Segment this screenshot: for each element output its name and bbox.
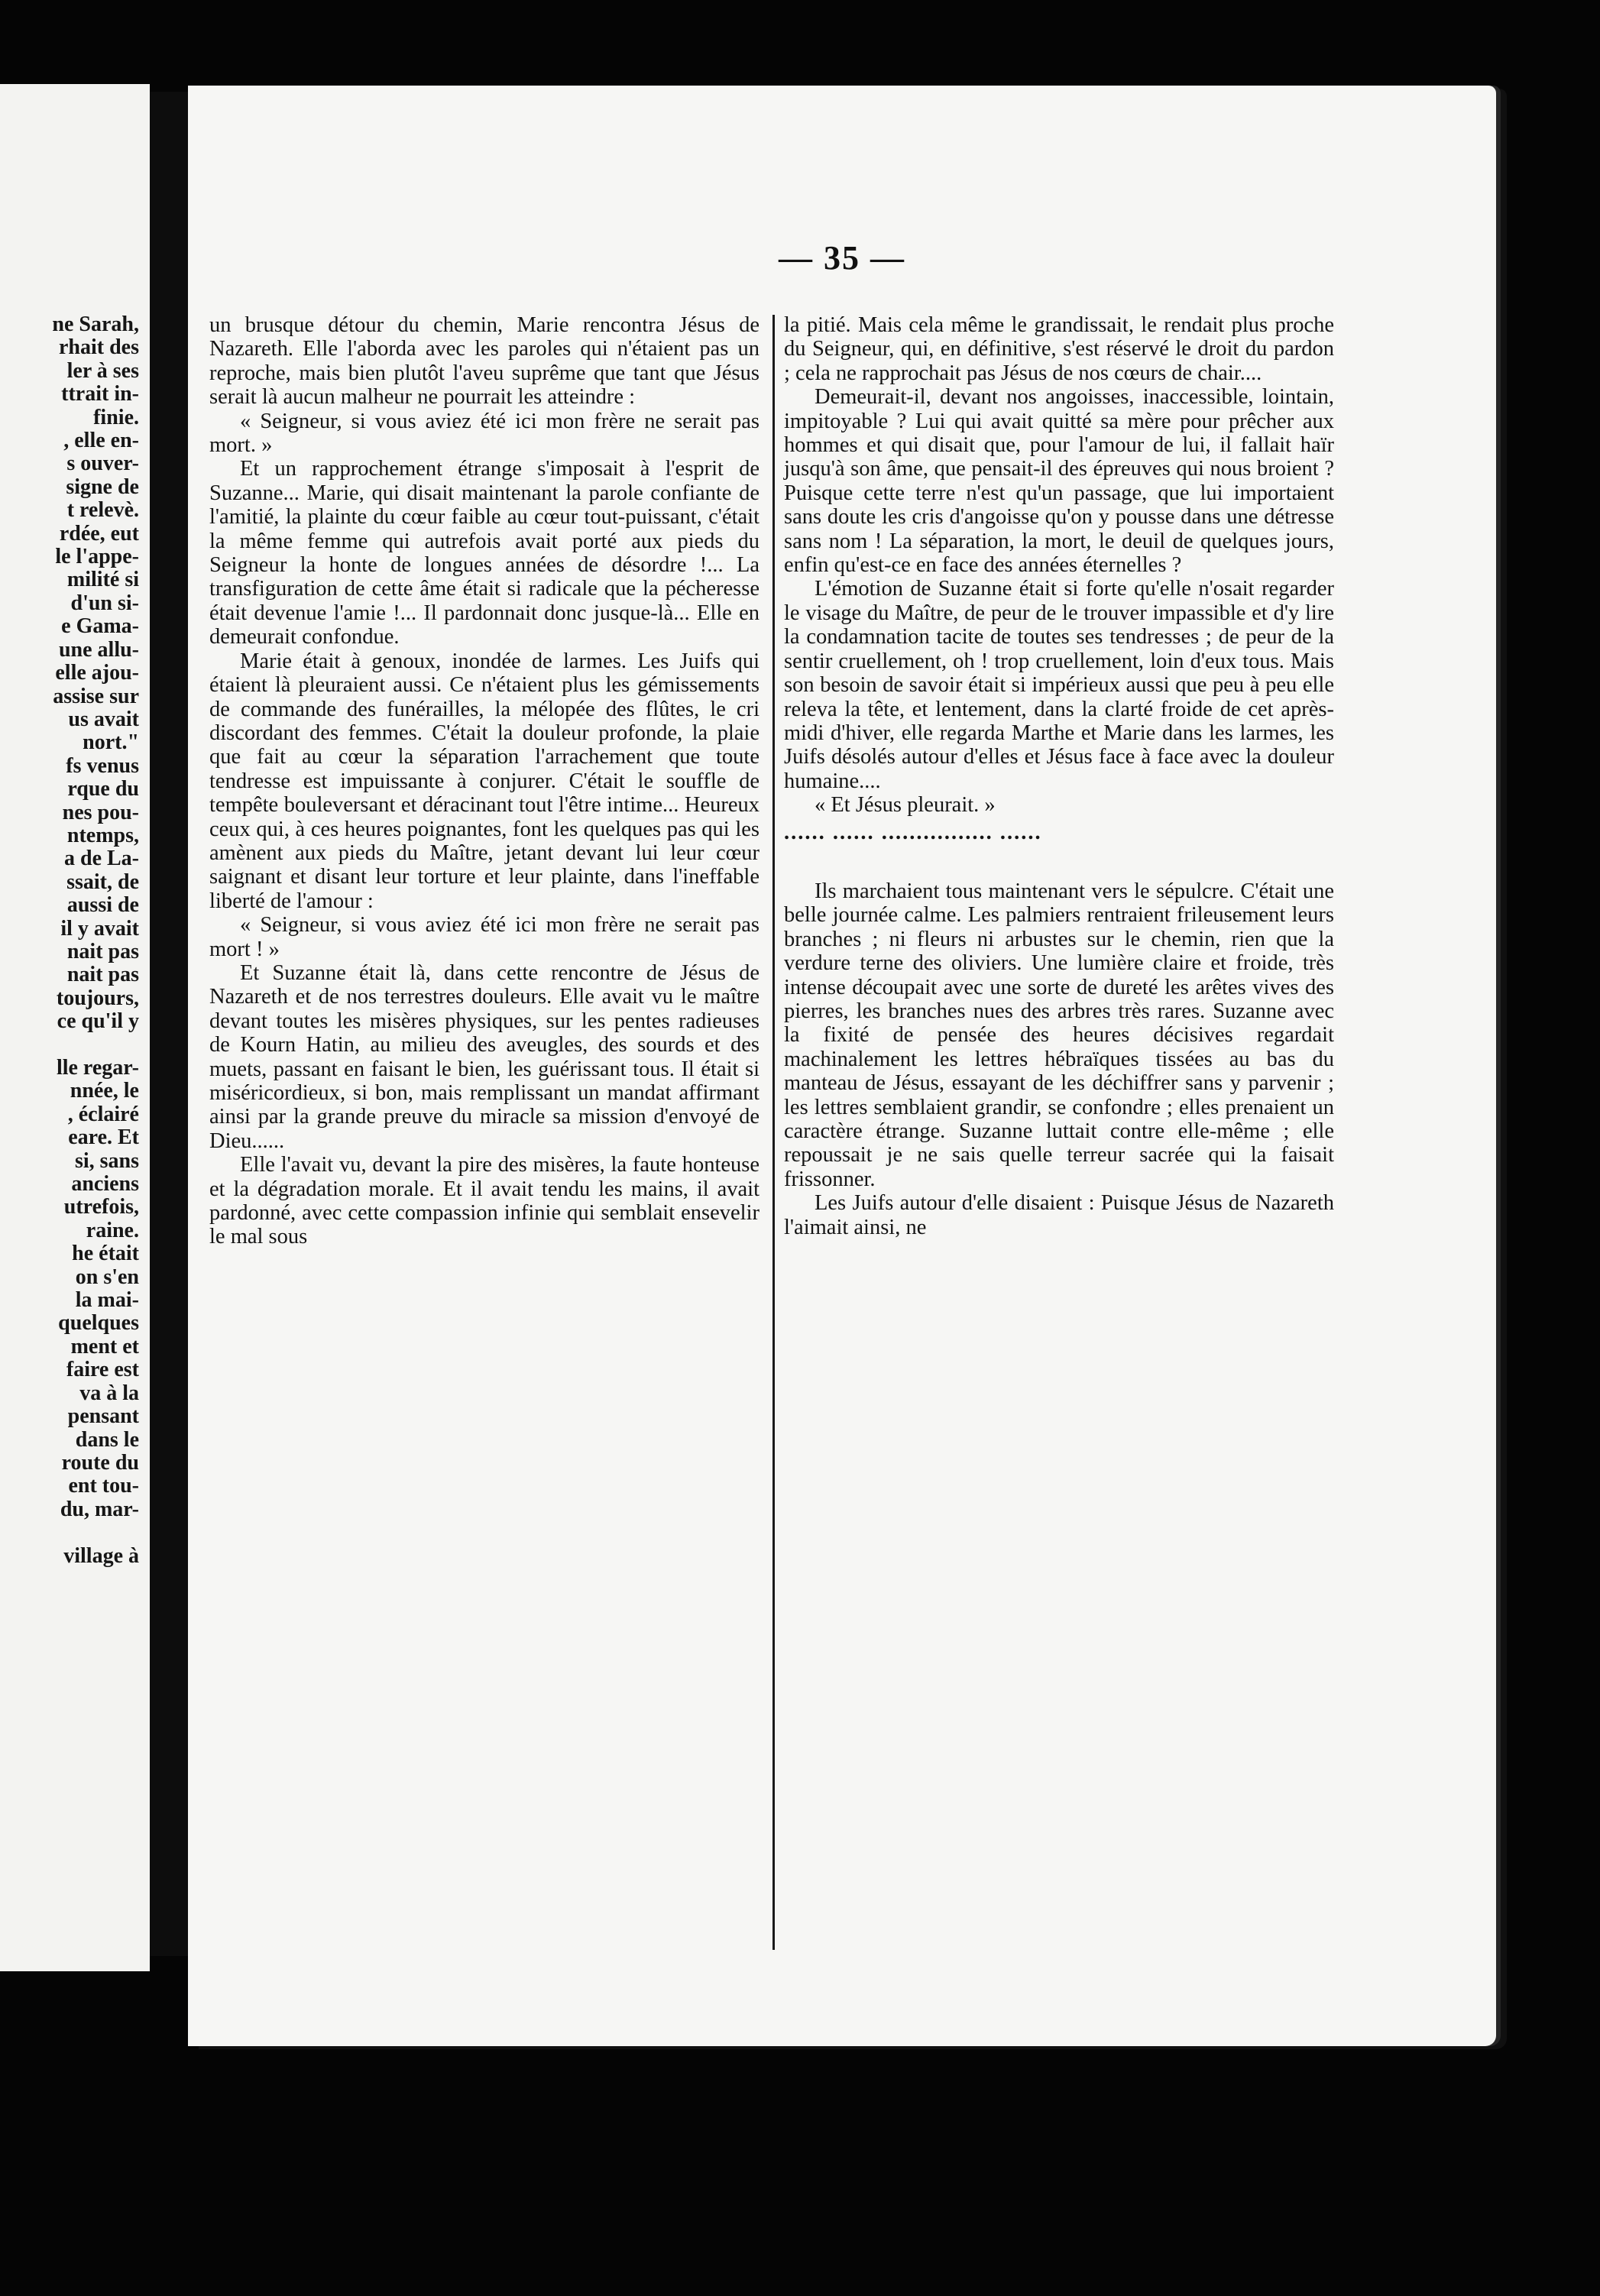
facing-page-line: he était [72,1242,139,1266]
paragraph: « Seigneur, si vous aviez été ici mon frère ne serait pas mort. » [209,409,760,458]
facing-page-line: du, mar- [60,1497,139,1521]
facing-page-line: pensant [67,1404,139,1429]
facing-page-line: fs venus [66,753,139,778]
facing-page-line: d'un si- [70,591,139,615]
facing-page-line: si, sans [74,1148,139,1173]
facing-page-line: une allu- [58,637,139,662]
paragraph: la pitié. Mais cela même le grandissait, le rendait plus proche du Seigneur, qui, en définitive, s'est réservé le droit du pardon ; cela ne rapprochait pas Jésus de nos cœurs de chair.... [784,313,1334,385]
facing-page-line: ce qu'il y [57,1009,139,1034]
paragraph: L'émotion de Suzanne était si forte qu'elle n'osait regarder le visage du Maître, de peur de le trouver impassible et d'y lire la condamnation tacite de toutes ses tendresses ; de peur de la sentir cruellement, oh ! trop cruellement, loin d'eux tous. Mais son besoin de savoir était si impérieux aussi que peu à peu elle releva la tête, et lentement, dans la clarté froide de cet après-midi d'hiver, elle regarda Marthe et Marie dans les larmes, les Juifs désolés autour d'elles et Jésus face à face avec la douleur humaine.... [784,577,1334,793]
paragraph: Marie était à genoux, inondée de larmes. Les Juifs qui étaient là pleuraient aussi. Ce n'étaient plus les gémissements de commande des funérailles, la mélopée des flûtes, le cri discordant des femmes. C'était la douleur profonde, la plaie que fait au cœur la séparation l'arrachement que toute tendresse est impuissante à conjurer. C'était le souffle de tempête bouleversant et déracinant tout l'être intime... Heureux ceux qui, à ces heures poignantes, font les quelques pas qui les amènent aux pieds du Maître, jetant devant lui leur cœur saignant et disant leur torture et leur plainte, dans l'ineffable liberté de l'amour : [209,649,760,913]
facing-page-line: rhait des [59,335,139,360]
facing-page-line: , éclairé [67,1102,139,1126]
page-edge [1496,98,1504,2039]
facing-page-line: nes pou- [62,800,139,824]
paragraph: un brusque détour du chemin, Marie rencontra Jésus de Nazareth. Elle l'aborda avec les paroles qui n'étaient pas un reproche, mais bien plutôt l'aveu suprême que tant que Jésus serait là aucun malheur ne pourrait les atteindre : [209,313,760,410]
facing-page-line: nait pas [66,963,139,987]
facing-page-line: ttrait in- [61,382,139,406]
facing-page-line [0,1521,139,1544]
facing-page-line: faire est [66,1358,139,1382]
text-column-right [784,313,1334,1239]
facing-page-line: ler à ses [66,358,139,383]
facing-page-line: milité si [66,568,139,592]
book-gutter [150,92,188,1956]
facing-page-line: assise sur [53,684,139,708]
facing-page-line: ent tou- [68,1474,139,1498]
facing-page-line: finie. [93,405,139,429]
facing-page-line: lle regar- [56,1056,139,1080]
facing-page-line: anciens [71,1172,139,1197]
facing-page-line: raine. [86,1218,139,1242]
paragraph: Et un rapprochement étrange s'imposait à l'esprit de Suzanne... Marie, qui disait maintenant la parole confiante de l'amitié, la plainte du cœur faible au cœur tout-puissant, c'était la même femme qui autrefois avait porté aux pieds du Seigneur la honte de longues années de désordre !... La transfiguration de cette âme était si radicale que la pécheresse était devenue l'amie !... Il pardonnait donc jusque-là... Elle en demeurait confondue. [209,457,760,649]
facing-page-line: ment et [70,1334,139,1358]
facing-page-text [0,313,139,1568]
facing-page-line: utrefois, [63,1195,139,1219]
facing-page-line: rque du [67,777,139,801]
facing-page-line: va à la [79,1381,139,1405]
book-page [188,86,1496,2046]
facing-page-line: ssait, de [66,870,139,894]
paragraph: Demeurait-il, devant nos angoisses, inaccessible, lointain, impitoyable ? Lui qui avait quitté sa mère pour prêcher aux hommes et qui disait que, pour l'amour de lui, il fallait haïr jusqu'à son âme, que pensait-il des épreuves qui nous broient ? Puisque cette terre n'est qu'un passage, que lui importaient sans doute les cris d'angoisse qu'on y pousse dans une détresse sans nom ! La séparation, la mort, le deuil de quelques jours, enfin qu'est-ce en face des années éternelles ? [784,385,1334,578]
paragraph: Et Suzanne était là, dans cette rencontre de Jésus de Nazareth et de nos terrestres douleurs. Elle avait vu le maître devant toutes les misères physiques, sur les pentes radieuses de Kourn Hatin, au milieu des aveugles, des sourds et des muets, passant en faisant le bien, les guérissant tous. Il était si miséricordieux, si bon, mais remplissant un mandat affirmant ainsi par la grande preuve du miracle sa mission d'envoyé de Dieu...... [209,960,760,1153]
facing-page-line: ne Sarah, [52,313,139,336]
facing-page-line: village à [63,1543,139,1568]
facing-page-line: us avait [68,707,139,731]
facing-page-line: route du [61,1450,139,1475]
column-rule [772,315,775,1950]
paragraph: Elle l'avait vu, devant la pire des misères, la faute honteuse et la dégradation morale. Et il avait tendu les mains, il avait pardonné, avec cette compassion infinie qui semblait ensevelir le mal sous [209,1153,760,1249]
paragraph: « Et Jésus pleurait. » [815,793,996,818]
facing-page-line: toujours, [56,986,139,1010]
page-number: — 35 — [779,239,905,277]
facing-page-line: dans le [75,1427,139,1452]
facing-page-line: ntemps, [66,823,139,847]
facing-page-line: rdée, eut [59,521,139,546]
facing-page-line: nnée, le [70,1079,139,1103]
facing-page-line: t relevè. [66,498,139,523]
facing-page-line: la mai- [75,1288,139,1313]
facing-page-line: s ouver- [66,452,139,476]
paragraph: Ils marchaient tous maintenant vers le sépulcre. C'était une belle journée calme. Les palmiers rentraient frileusement leurs branches ; ni fleurs ni arbustes sur le chemin, rien que la verdure terne des oliviers. Une lumière claire et froide, très intense découpait avec une sorte de dureté les arêtes vives des pierres, les branches nues des arbres très rares. Suzanne avec la fixité de pensée des heures décisives regardait machinalement les lettres hébraïques tissées au bas du manteau de Jésus, essayant de les déchiffrer sans y parvenir ; les lettres semblaient grandir, se confondre ; elles prenaient un caractère étrange. Suzanne luttait contre elle-même ; elle repoussait je ne sais quelle terreur sacrée qui la faisait frissonner. [784,879,1334,1191]
facing-page-line: on s'en [75,1265,139,1289]
section-separator: ...... ...... ................ ...... [784,820,1042,844]
facing-page-line: le l'appe- [55,545,139,569]
paragraph: Les Juifs autour d'elle disaient : Puisque Jésus de Nazareth l'aimait ainsi, ne [784,1191,1334,1239]
facing-page-line: a de La- [64,847,139,871]
facing-page-line: elle ajou- [55,661,139,685]
facing-page-fragment [0,84,150,1971]
facing-page-line: e Gama- [61,614,139,639]
facing-page-line: quelques [58,1311,139,1336]
facing-page-line: signe de [66,474,139,499]
facing-page-line: , elle en- [63,429,139,453]
facing-page-line: eare. Et [68,1125,139,1150]
text-column-left [209,313,760,1249]
facing-page-line: nait pas [66,939,139,963]
facing-page-line: nort." [83,730,139,755]
paragraph: « Seigneur, si vous aviez été ici mon frère ne serait pas mort ! » [209,913,760,961]
facing-page-line [0,1034,139,1057]
facing-page-line: il y avait [60,916,139,941]
facing-page-line: aussi de [66,893,139,918]
